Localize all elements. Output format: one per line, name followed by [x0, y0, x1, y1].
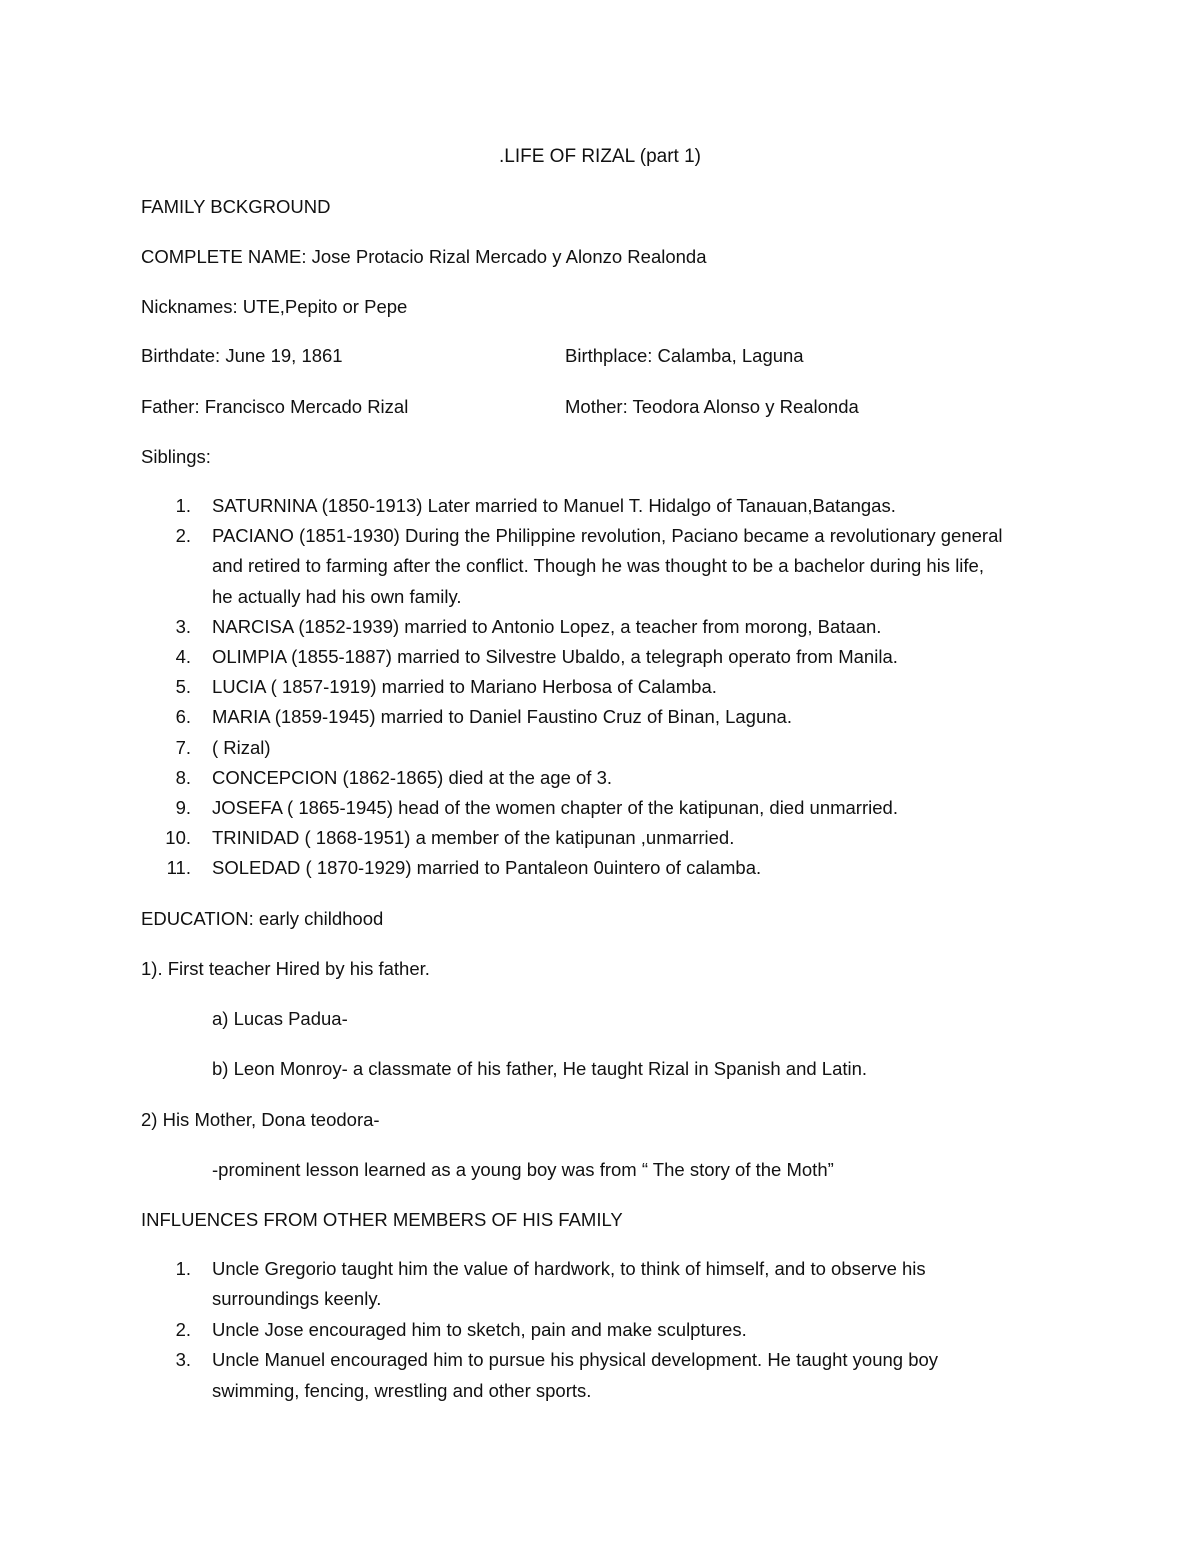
sibling-item-number: 1. [175, 495, 191, 516]
education-item-1b: b) Leon Monroy- a classmate of his father, He taught Rizal in Spanish and Latin. [212, 1058, 868, 1079]
influence-item-number: 1. [175, 1258, 191, 1279]
page-title: .LIFE OF RIZAL (part 1) [498, 146, 701, 167]
education-item-2: 2) His Mother, Dona teodora- [141, 1109, 380, 1130]
sibling-item-text: he actually had his own family. [212, 585, 462, 607]
influence-item-number: 2. [175, 1318, 191, 1340]
sibling-item-text: JOSEFA ( 1865-1945) head of the women chapter of the katipunan, died unmarried. [212, 797, 898, 818]
influence-item-text: Uncle Jose encouraged him to sketch, pain and make sculptures. [212, 1318, 747, 1340]
influence-item-text: Uncle Gregorio taught him the value of hardwork, to think of himself, and to observe his [212, 1258, 926, 1279]
sibling-item-text: PACIANO (1851-1930) During the Philippine revolution, Paciano became a revolutionary general [212, 525, 1003, 547]
sibling-item-text: SATURNINA (1850-1913) Later married to Manuel T. Hidalgo of Tanauan,Batangas. [212, 495, 896, 516]
siblings-heading: Siblings: [141, 446, 211, 467]
sibling-item-text: OLIMPIA (1855-1887) married to Silvestre Ubaldo, a telegraph operato from Manila. [212, 646, 898, 667]
influence-item-text: surroundings keenly. [212, 1288, 382, 1310]
influence-item-number: 3. [175, 1349, 191, 1371]
sibling-item-text: CONCEPCION (1862-1865) died at the age of 3. [212, 766, 613, 788]
education-item-1a: a) Lucas Padua- [212, 1008, 348, 1029]
sibling-item-text: NARCISA (1852-1939) married to Antonio Lopez, a teacher from morong, Bataan. [212, 615, 882, 637]
complete-name: COMPLETE NAME: Jose Protacio Rizal Mercado y Alonzo Realonda [141, 246, 707, 267]
sibling-item-number: 5. [175, 676, 191, 698]
sibling-item-number: 4. [175, 646, 191, 667]
sibling-item-text: and retired to farming after the conflict. Though he was thought to be a bachelor during his life, [212, 555, 984, 577]
father: Father: Francisco Mercado Rizal [141, 396, 409, 417]
sibling-item-text: MARIA (1859-1945) married to Daniel Faustino Cruz of Binan, Laguna. [212, 706, 792, 728]
sibling-item-number: 9. [175, 797, 191, 818]
education-item-2a: -prominent lesson learned as a young boy was from “ The story of the Moth” [212, 1159, 834, 1180]
influence-item-text: swimming, fencing, wrestling and other sports. [212, 1379, 592, 1401]
sibling-item-text: ( Rizal) [212, 736, 271, 758]
influence-item-text: Uncle Manuel encouraged him to pursue his physical development. He taught young boy [212, 1349, 939, 1371]
sibling-item-number: 7. [175, 736, 191, 758]
sibling-item-number: 3. [175, 615, 191, 637]
birthplace: Birthplace: Calamba, Laguna [565, 345, 804, 366]
influences-heading: INFLUENCES FROM OTHER MEMBERS OF HIS FAMILY [141, 1209, 623, 1230]
mother: Mother: Teodora Alonso y Realonda [565, 396, 859, 417]
family-background-heading: FAMILY BCKGROUND [141, 196, 331, 217]
birthdate: Birthdate: June 19, 1861 [141, 345, 343, 366]
sibling-item-text: SOLEDAD ( 1870-1929) married to Pantaleon 0uintero of calamba. [212, 857, 762, 879]
sibling-item-number: 11. [166, 857, 191, 879]
nicknames: Nicknames: UTE,Pepito or Pepe [141, 296, 408, 317]
sibling-item-number: 2. [175, 525, 191, 547]
education-item-1: 1). First teacher Hired by his father. [141, 958, 430, 979]
sibling-item-number: 6. [175, 706, 191, 728]
education-heading: EDUCATION: early childhood [141, 908, 384, 929]
sibling-item-text: LUCIA ( 1857-1919) married to Mariano Herbosa of Calamba. [212, 676, 717, 698]
sibling-item-number: 10. [165, 827, 191, 849]
sibling-item-number: 8. [175, 766, 191, 788]
sibling-item-text: TRINIDAD ( 1868-1951) a member of the katipunan ,unmarried. [212, 827, 735, 849]
